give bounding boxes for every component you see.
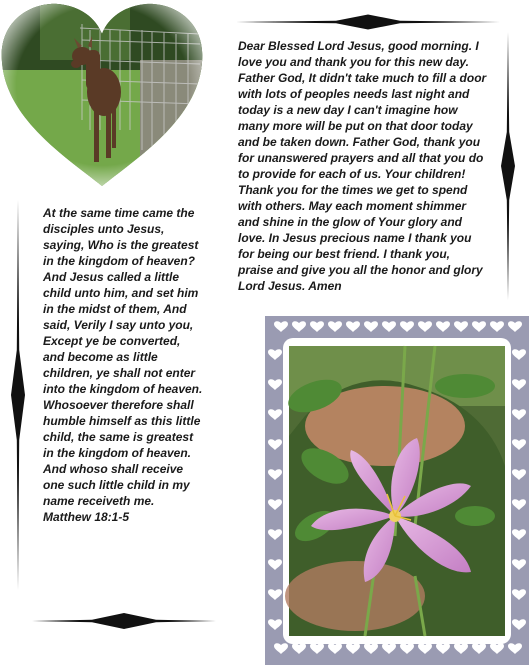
flower-photo-frame — [265, 316, 529, 665]
deer-heart-photo — [0, 0, 205, 190]
scripture-text: At the same time came the disciples unto Jesus, saying, Who is the greatest in the kingdom of heaven? And Jesus called a little child unto him, and set him in the midst of them, And said, Verily I say unto you, Except ye be converted, and become as little children, ye shall not enter into the kingdom of heaven. Whosoever therefore shall humble himself as this little child, the same is greatest in the kingdom of heaven. And whoso shall receive one such little child in my name receiveth me. Matthew 18:1-5 — [43, 206, 203, 524]
top-divider-ornament — [236, 14, 500, 30]
prayer-text: Dear Blessed Lord Jesus, good morning. I love you and thank you for this new day. Father God, It didn't take much to fill a door with lots of peoples needs last night and today is a new day I can't imagine how many more will be put on that door today and be taken down. Father God, thank you for unanswered prayers and all that you do to provide for each of us. Your children! Thank you for the times we get to spend with others. May each moment shimmer and shine in the glow of Your glory and love. In Jesus precious name I thank you for being our best friend. I thank you, praise and give you all the honor and glory Lord Jesus. Amen — [238, 39, 487, 293]
right-divider-ornament — [500, 32, 516, 300]
flower-photo — [284, 346, 505, 636]
bottom-divider-ornament — [32, 612, 216, 630]
left-divider-ornament — [10, 200, 26, 590]
